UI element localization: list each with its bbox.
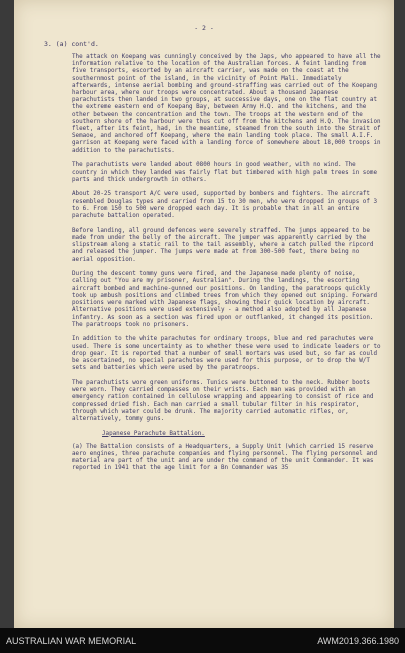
page-number: - 2 - xyxy=(194,24,214,32)
section-heading: 3. (a) cont'd. xyxy=(44,40,99,48)
footer-source: AUSTRALIAN WAR MEMORIAL xyxy=(6,635,137,646)
paragraph-attack: The attack on Koepang was cunningly conceived by the Japs, who appeared to have all the information relative to the location of the Australian forces. A feint landing from five transports, escorted by an aircraft carrier, was made on the coast at the southernmost point of the island, in the vicinity of Point Mali. Immediately afterwards, intense aerial bombing and ground-straffing was carried out of the Koepang harbour area, where our troops were concentrated. About a thousand Japanese parachutists then landed in two groups, at successive days, one on the flat country at the extreme eastern end of Koepang Bay, between Army H.Q. and the kitchens, and the other between the concentration and the town. The troops at the western end of the southern shore of the harbour were thus cut off from the kitchens and H.Q. The invasion fleet, after its feint, had, in the meantime, steamed from the south into the Strait of Semaoe, and anchored off Koepang, where the main landing took place. The small A.I.F. garrison at Koepang were faced with a landing force of somewhere about 18,000 troops in addition to the parachutists. xyxy=(72,54,385,154)
paragraph-uniforms: The parachutists wore green uniforms. Tunics were buttoned to the neck. Rubber boots were worn. They carried compasses on their wrists. Each man was provided with an emergency ration contained in cellulose wrapping and appearing to consist of rice and compressed dried fish. Each man carried a small tubular filter in his respirator, through which water could be drunk. The majority carried automatic rifles, or, alternatively, tommy guns. xyxy=(72,379,377,422)
paragraph-landing-conditions: The parachutists were landed about 0800 hours in good weather, with no wind. The country in which they landed was fairly flat but timbered with high palm trees in some parts and thick undergrowth in others. xyxy=(72,162,381,183)
paragraph-battalion: (a) The Battalion consists of a Headquarters, a Supply Unit (which carried 15 reserve aero engines, three parachute companies and flying personnel. The flying personnel and material are part of the unit and are under the command of the unit Commander. It was reported in 1941 that the age limit for a Bn Commander was 35 xyxy=(72,443,381,472)
paragraph-descent: During the descent tommy guns were fired, and the Japanese made plenty of noise, calling out "You are my prisoner, Australian". During the landings, the escorting aircraft bombed and machine-gunned our positions. On landing, the paratroops quickly took up ambush positions and climbed trees from which they opened out sniping. Forward positions were marked with Japanese flags, showing their quick location by aircraft. Alternative positions were used extensively - a method also adopted by all Japanese infantry. As soon as a section was fired upon or outflanked, it changed its position. The paratroops took no prisoners. xyxy=(72,271,381,328)
footer-accession-number: AWM2019.366.1980 xyxy=(317,635,399,646)
paragraph-jumps: Before landing, all ground defences were severely straffed. The jumps appeared to be made from under the belly of the aircraft. The jumper was apparently carried by the slipstream along a static rail to the tail assembly, where a catch pulled the ripcord and released the jumper. The jumps were made at from 300-500 feet, there being no aerial opposition. xyxy=(72,227,377,263)
subheading: Japanese Parachute Battalion. xyxy=(102,430,205,437)
paragraph-transport-aircraft: About 20-25 transport A/C were used, supported by bombers and fighters. The aircraft resembled Douglas types and carried from 15 to 30 men, who were dropped in groups of 3 to 6. From 150 to 500 were dropped each day. It is probable that in all an entire parachute battalion operated. xyxy=(72,191,381,220)
footer-bar xyxy=(0,628,405,653)
paragraph-parachute-colours: In addition to the white parachutes for ordinary troops, blue and red parachutes were used. There is some uncertainty as to whether these were used to indicate leaders or to drop gear. It is reported that a number of small mortars was used but, so far as could be ascertained, no special parachutes were used for this purpose, or to drop the W/T sets and batteries which were used by the paratroops. xyxy=(72,336,385,372)
document-page xyxy=(14,0,394,628)
document-body xyxy=(72,54,384,480)
